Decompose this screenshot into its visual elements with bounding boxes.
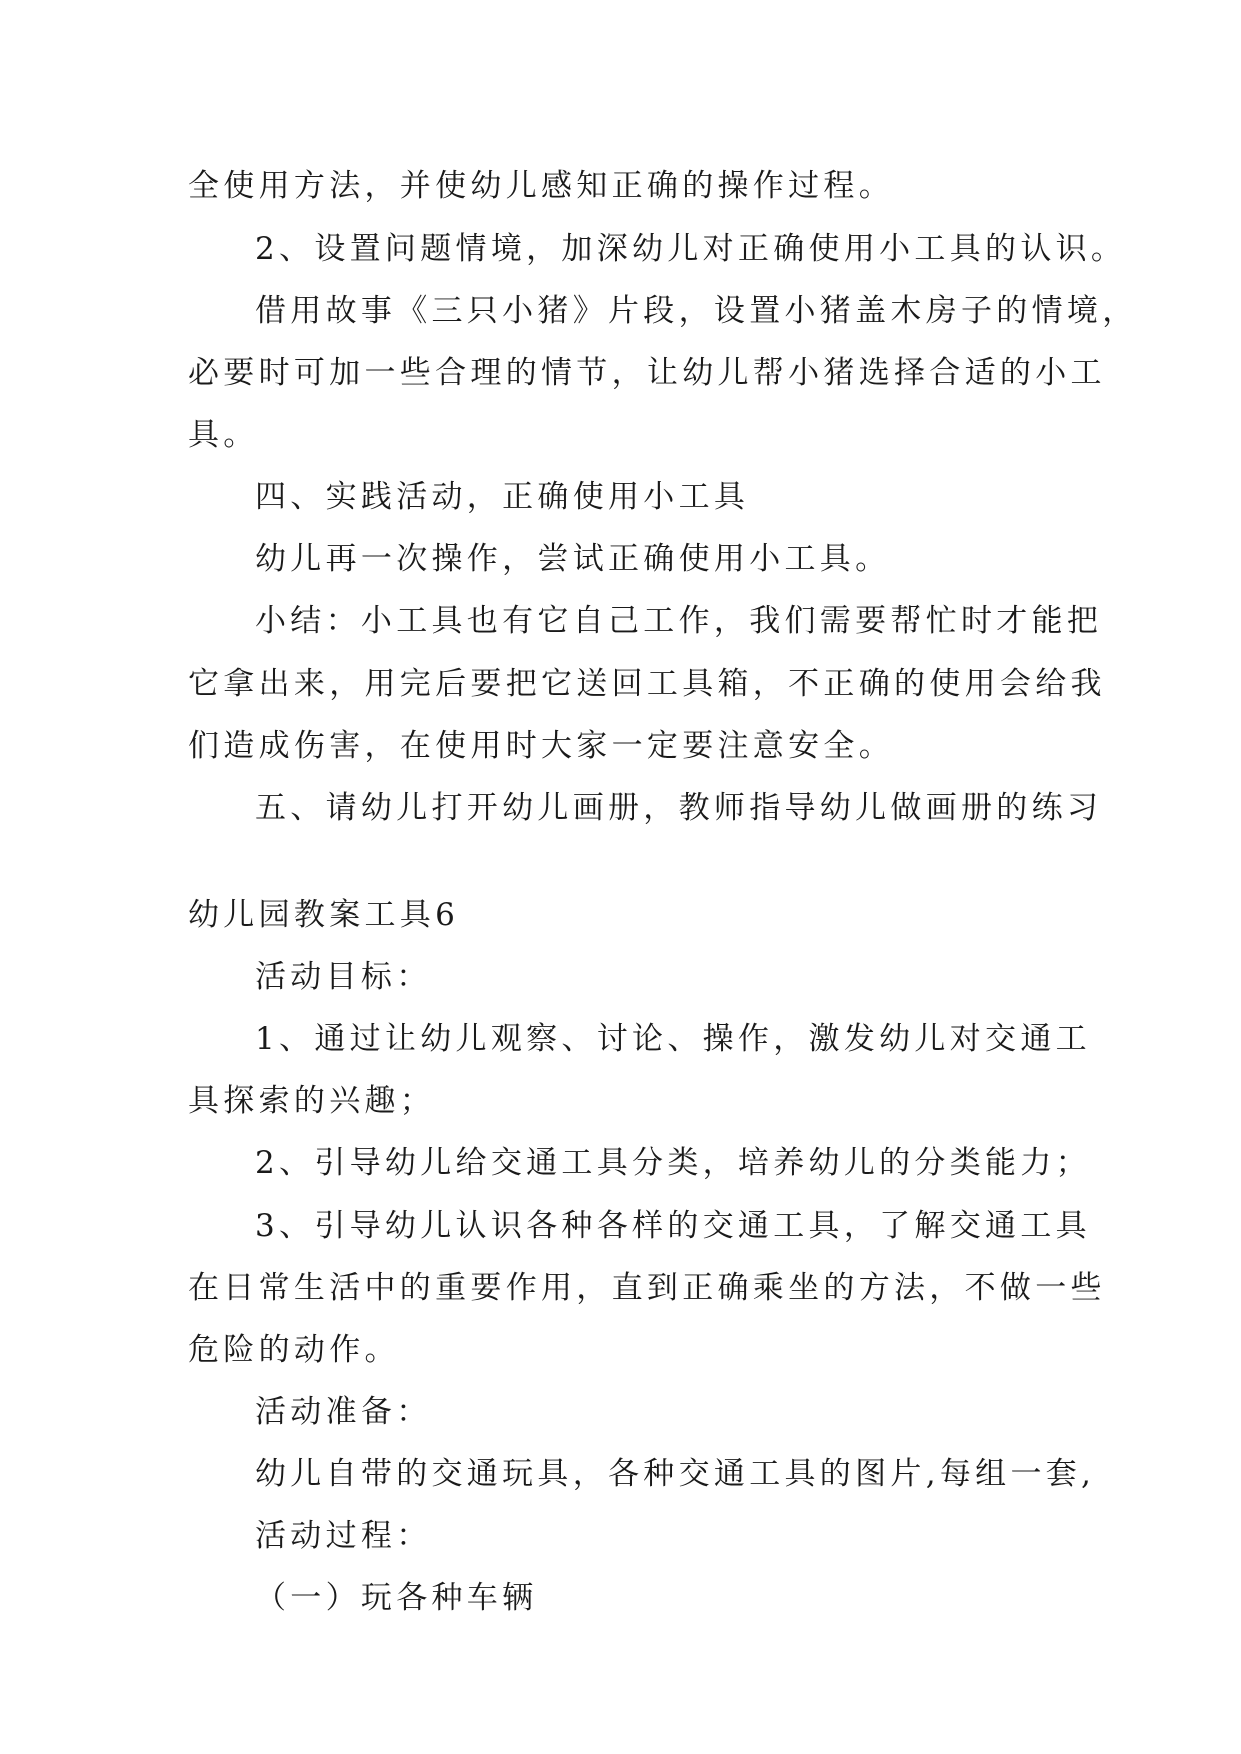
heading-activity-goals: 活动目标： (255, 959, 432, 995)
text-line-14: 1、通过让幼儿观察、讨论、操作，激发幼儿对交通工 (255, 1021, 1091, 1057)
section-heading-exercise: 五、请幼儿打开幼儿画册，教师指导幼儿做画册的练习 (255, 790, 1103, 826)
text-line-19: 危险的动作。 (188, 1332, 400, 1368)
text-line-21: 幼儿自带的交通玩具，各种交通工具的图片,每组一套, (255, 1456, 1096, 1492)
text-line-3: 借用故事《三只小猪》片段，设置小猪盖木房子的情境， (255, 293, 1138, 329)
text-line-9: 它拿出来，用完后要把它送回工具箱，不正确的使用会给我 (188, 666, 1106, 702)
text-line-2: 2、设置问题情境，加深幼儿对正确使用小工具的认识。 (255, 231, 1127, 267)
text-line-7: 幼儿再一次操作，尝试正确使用小工具。 (255, 541, 891, 577)
text-line-18: 在日常生活中的重要作用，直到正确乘坐的方法，不做一些 (188, 1270, 1106, 1306)
text-line-4: 必要时可加一些合理的情节，让幼儿帮小猪选择合适的小工 (188, 355, 1106, 391)
heading-activity-process: 活动过程： (255, 1518, 432, 1554)
section-heading-practice: 四、实践活动，正确使用小工具 (255, 479, 750, 515)
heading-activity-prep: 活动准备： (255, 1394, 432, 1430)
text-line-17: 3、引导幼儿认识各种各样的交通工具，了解交通工具 (255, 1208, 1091, 1244)
lesson-title: 幼儿园教案工具6 (188, 897, 460, 933)
text-line-16: 2、引导幼儿给交通工具分类，培养幼儿的分类能力； (255, 1145, 1091, 1181)
text-line-15: 具探索的兴趣； (188, 1083, 436, 1119)
text-line-1: 全使用方法，并使幼儿感知正确的操作过程。 (188, 168, 894, 204)
text-line-8: 小结：小工具也有它自己工作，我们需要帮忙时才能把 (255, 603, 1103, 639)
subheading-play-vehicles: （一）玩各种车辆 (255, 1580, 538, 1616)
text-line-10: 们造成伤害，在使用时大家一定要注意安全。 (188, 728, 894, 764)
text-line-5: 具。 (188, 417, 259, 453)
